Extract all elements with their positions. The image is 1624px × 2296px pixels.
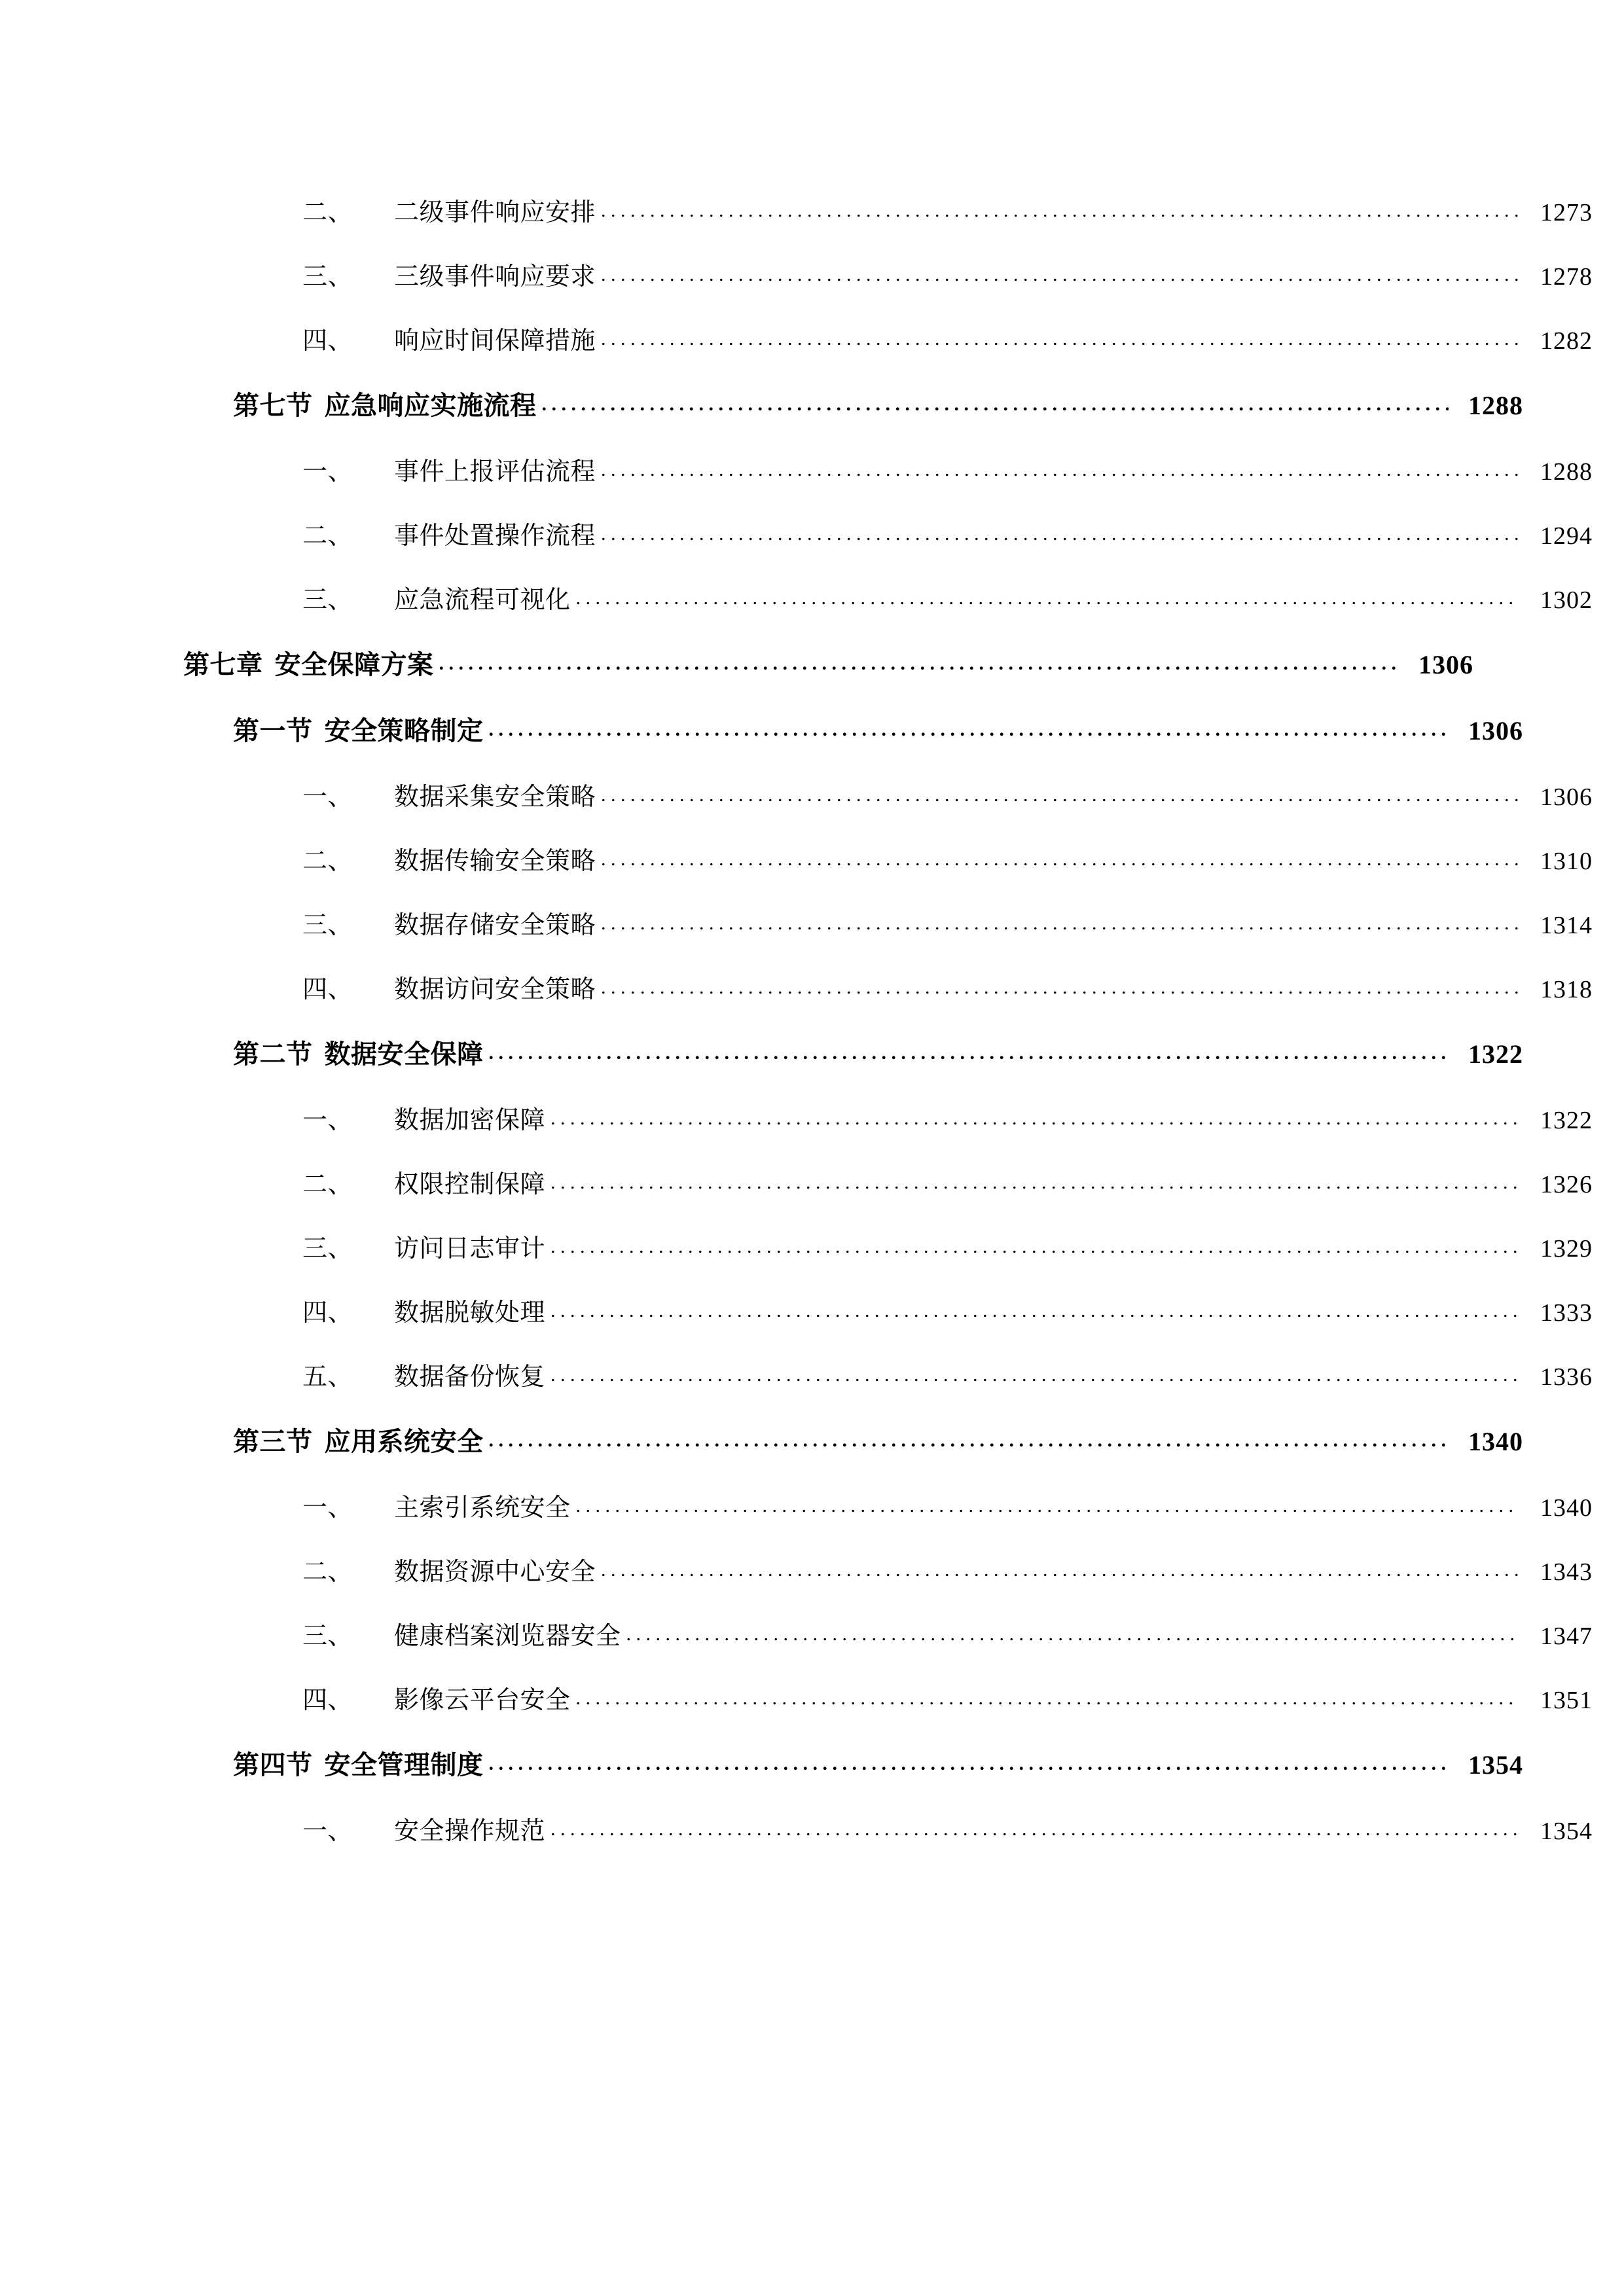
- toc-entry-label: [302, 1551, 596, 1587]
- toc-entry-title: 安全保障方案: [274, 650, 434, 679]
- toc-entry-label: [233, 385, 537, 422]
- toc-entry[interactable]: [233, 1421, 1523, 1458]
- toc-entry-page-number: 1302: [1540, 586, 1593, 614]
- toc-entry-page-number: 1354: [1540, 1818, 1593, 1845]
- toc-entry-label: [302, 969, 596, 1005]
- toc-entry-label: [302, 840, 596, 876]
- toc-entry[interactable]: [302, 1356, 1593, 1392]
- toc-entry-title: 健康档案浏览器安全: [394, 1623, 621, 1650]
- toc-leader-dots: [439, 645, 1399, 676]
- toc-entry-title: 数据采集安全策略: [394, 783, 596, 811]
- toc-entry-page-number: 1294: [1540, 522, 1593, 550]
- toc-leader-dots: [601, 323, 1518, 351]
- toc-entry[interactable]: [302, 905, 1593, 941]
- toc-leader-dots: [626, 1618, 1518, 1647]
- toc-entry-page-number: 1306: [1418, 650, 1473, 679]
- toc-leader-dots: [576, 582, 1518, 611]
- toc-entry-page-number: 1318: [1540, 976, 1593, 1003]
- toc-leader-dots: [550, 1166, 1518, 1195]
- toc-entry-label: [233, 1421, 484, 1458]
- toc-leader-dots: [489, 711, 1449, 742]
- toc-entry-number: 一、: [302, 458, 353, 486]
- toc-entry[interactable]: [302, 1615, 1593, 1651]
- toc-leader-dots: [601, 454, 1518, 482]
- toc-entry-label: [302, 192, 596, 228]
- toc-entry[interactable]: [183, 644, 1473, 681]
- toc-entry-title: 安全策略制定: [324, 716, 484, 745]
- toc-entry-number: 第四节: [233, 1750, 313, 1780]
- toc-leader-dots: [601, 971, 1518, 1000]
- toc-entry-title: 事件处置操作流程: [394, 522, 596, 550]
- toc-entry-page-number: 1306: [1540, 783, 1593, 811]
- toc-entry[interactable]: [302, 320, 1593, 356]
- toc-entry-number: 二、: [302, 1171, 353, 1198]
- toc-entry-page-number: 1343: [1540, 1558, 1593, 1586]
- toc-leader-dots: [489, 1035, 1449, 1066]
- toc-entry-number: 三、: [302, 1235, 353, 1263]
- toc-entry[interactable]: [302, 256, 1593, 292]
- toc-leader-dots: [542, 386, 1449, 417]
- toc-entry-title: 权限控制保障: [394, 1171, 546, 1198]
- toc-entry-title: 数据访问安全策略: [394, 976, 596, 1003]
- toc-entry-title: 应急响应实施流程: [324, 391, 537, 420]
- toc-leader-dots: [601, 1554, 1518, 1583]
- toc-entry[interactable]: [302, 1679, 1593, 1715]
- toc-entry-page-number: 1340: [1468, 1427, 1523, 1456]
- toc-entry-title: 响应时间保障措施: [394, 327, 596, 355]
- toc-entry[interactable]: [233, 1744, 1523, 1782]
- toc-entry[interactable]: [302, 1164, 1593, 1200]
- toc-entry-number: 二、: [302, 848, 353, 875]
- toc-entry[interactable]: [302, 1487, 1593, 1523]
- toc-entry-label: [302, 1164, 545, 1200]
- toc-leader-dots: [550, 1295, 1518, 1323]
- toc-entry-page-number: 1322: [1540, 1107, 1593, 1134]
- toc-entry-title: 数据资源中心安全: [394, 1558, 596, 1586]
- toc-leader-dots: [550, 1230, 1518, 1259]
- toc-entry-number: 四、: [302, 1299, 353, 1327]
- toc-entry-label: [302, 1810, 545, 1846]
- toc-leader-dots: [601, 518, 1518, 547]
- toc-entry-page-number: 1322: [1468, 1039, 1523, 1069]
- toc-entry-page-number: 1306: [1468, 716, 1523, 745]
- toc-entry-page-number: 1278: [1540, 263, 1593, 291]
- toc-entry-label: [302, 1292, 545, 1328]
- toc-leader-dots: [550, 1102, 1518, 1131]
- toc-entry[interactable]: [302, 1100, 1593, 1136]
- toc-entry-label: [302, 1228, 545, 1264]
- toc-entry-label: [302, 1356, 545, 1392]
- toc-entry-number: 一、: [302, 1818, 353, 1845]
- toc-entry[interactable]: [302, 1228, 1593, 1264]
- toc-entry[interactable]: [302, 1551, 1593, 1587]
- toc-entry-label: [302, 451, 596, 487]
- toc-entry-page-number: 1288: [1540, 458, 1593, 486]
- toc-entry[interactable]: [233, 710, 1523, 747]
- toc-entry-label: [302, 256, 596, 292]
- toc-entry-number: 二、: [302, 522, 353, 550]
- toc-leader-dots: [550, 1359, 1518, 1388]
- toc-entry[interactable]: [302, 515, 1593, 551]
- toc-entry[interactable]: [233, 385, 1523, 422]
- toc-leader-dots: [601, 194, 1518, 223]
- toc-entry-number: 二、: [302, 199, 353, 226]
- toc-entry-title: 数据备份恢复: [394, 1363, 546, 1391]
- toc-entry-title: 三级事件响应要求: [394, 263, 596, 291]
- toc-entry-number: 第一节: [233, 716, 313, 745]
- table-of-contents: [183, 192, 1593, 1846]
- toc-entry-number: 第七节: [233, 391, 313, 420]
- toc-entry-label: [183, 644, 434, 681]
- toc-entry-label: [302, 1487, 571, 1523]
- toc-entry-number: 四、: [302, 976, 353, 1003]
- toc-leader-dots: [489, 1422, 1449, 1453]
- toc-leader-dots: [489, 1746, 1449, 1776]
- toc-entry-number: 第二节: [233, 1039, 313, 1069]
- toc-entry-title: 数据传输安全策略: [394, 848, 596, 875]
- toc-entry[interactable]: [302, 451, 1593, 487]
- toc-entry-title: 应急流程可视化: [394, 586, 571, 614]
- toc-entry-title: 事件上报评估流程: [394, 458, 596, 486]
- toc-leader-dots: [601, 779, 1518, 808]
- toc-entry-page-number: 1326: [1540, 1171, 1593, 1198]
- toc-entry-page-number: 1351: [1540, 1687, 1593, 1714]
- toc-entry-page-number: 1288: [1468, 391, 1523, 420]
- toc-entry-title: 安全管理制度: [324, 1750, 484, 1780]
- toc-entry-page-number: 1310: [1540, 848, 1593, 875]
- toc-entry-title: 主索引系统安全: [394, 1494, 571, 1522]
- toc-entry-number: 三、: [302, 1623, 353, 1650]
- toc-entry-page-number: 1347: [1540, 1623, 1593, 1650]
- toc-entry-number: 二、: [302, 1558, 353, 1586]
- toc-entry-page-number: 1329: [1540, 1235, 1593, 1263]
- toc-entry-label: [302, 515, 596, 551]
- toc-entry-number: 三、: [302, 912, 353, 939]
- toc-entry[interactable]: [302, 1292, 1593, 1328]
- toc-entry-label: [302, 579, 571, 615]
- toc-entry[interactable]: [302, 776, 1593, 812]
- toc-entry-title: 应用系统安全: [324, 1427, 484, 1456]
- toc-leader-dots: [601, 843, 1518, 872]
- toc-entry-page-number: 1354: [1468, 1750, 1523, 1780]
- toc-leader-dots: [576, 1682, 1518, 1711]
- toc-entry-label: [302, 1679, 571, 1715]
- toc-entry-label: [302, 320, 596, 356]
- toc-entry-page-number: 1336: [1540, 1363, 1593, 1391]
- toc-entry[interactable]: [233, 1033, 1523, 1071]
- toc-entry-number: 一、: [302, 783, 353, 811]
- toc-entry[interactable]: [302, 579, 1593, 615]
- toc-entry-number: 三、: [302, 586, 353, 614]
- toc-entry-title: 数据脱敏处理: [394, 1299, 546, 1327]
- toc-entry-number: 一、: [302, 1107, 353, 1134]
- toc-entry-number: 五、: [302, 1363, 353, 1391]
- toc-entry-number: 三、: [302, 263, 353, 291]
- toc-entry-label: [233, 1033, 484, 1071]
- toc-entry-number: 一、: [302, 1494, 353, 1522]
- toc-entry-number: 第三节: [233, 1427, 313, 1456]
- toc-entry-label: [302, 1100, 545, 1136]
- toc-entry-label: [302, 776, 596, 812]
- toc-entry-page-number: 1273: [1540, 199, 1593, 226]
- toc-entry-title: 安全操作规范: [394, 1818, 546, 1845]
- toc-entry-label: [302, 1615, 621, 1651]
- toc-entry-number: 第七章: [183, 650, 263, 679]
- toc-entry-title: 访问日志审计: [394, 1235, 546, 1263]
- toc-entry-label: [233, 710, 484, 747]
- toc-entry-page-number: 1282: [1540, 327, 1593, 355]
- toc-leader-dots: [576, 1490, 1518, 1518]
- toc-entry-number: 四、: [302, 327, 353, 355]
- toc-entry-title: 数据存储安全策略: [394, 912, 596, 939]
- toc-entry-label: [233, 1744, 484, 1782]
- toc-entry[interactable]: [302, 840, 1593, 876]
- toc-entry-title: 数据安全保障: [324, 1039, 484, 1069]
- toc-leader-dots: [601, 907, 1518, 936]
- toc-entry-page-number: 1340: [1540, 1494, 1593, 1522]
- toc-entry-title: 数据加密保障: [394, 1107, 546, 1134]
- toc-entry-number: 四、: [302, 1687, 353, 1714]
- toc-entry[interactable]: [302, 192, 1593, 228]
- toc-entry-title: 二级事件响应安排: [394, 199, 596, 226]
- toc-entry-page-number: 1333: [1540, 1299, 1593, 1327]
- toc-leader-dots: [601, 259, 1518, 287]
- toc-entry-title: 影像云平台安全: [394, 1687, 571, 1714]
- toc-leader-dots: [550, 1813, 1518, 1842]
- toc-entry-page-number: 1314: [1540, 912, 1593, 939]
- toc-entry-label: [302, 905, 596, 941]
- toc-entry[interactable]: [302, 1810, 1593, 1846]
- toc-entry[interactable]: [302, 969, 1593, 1005]
